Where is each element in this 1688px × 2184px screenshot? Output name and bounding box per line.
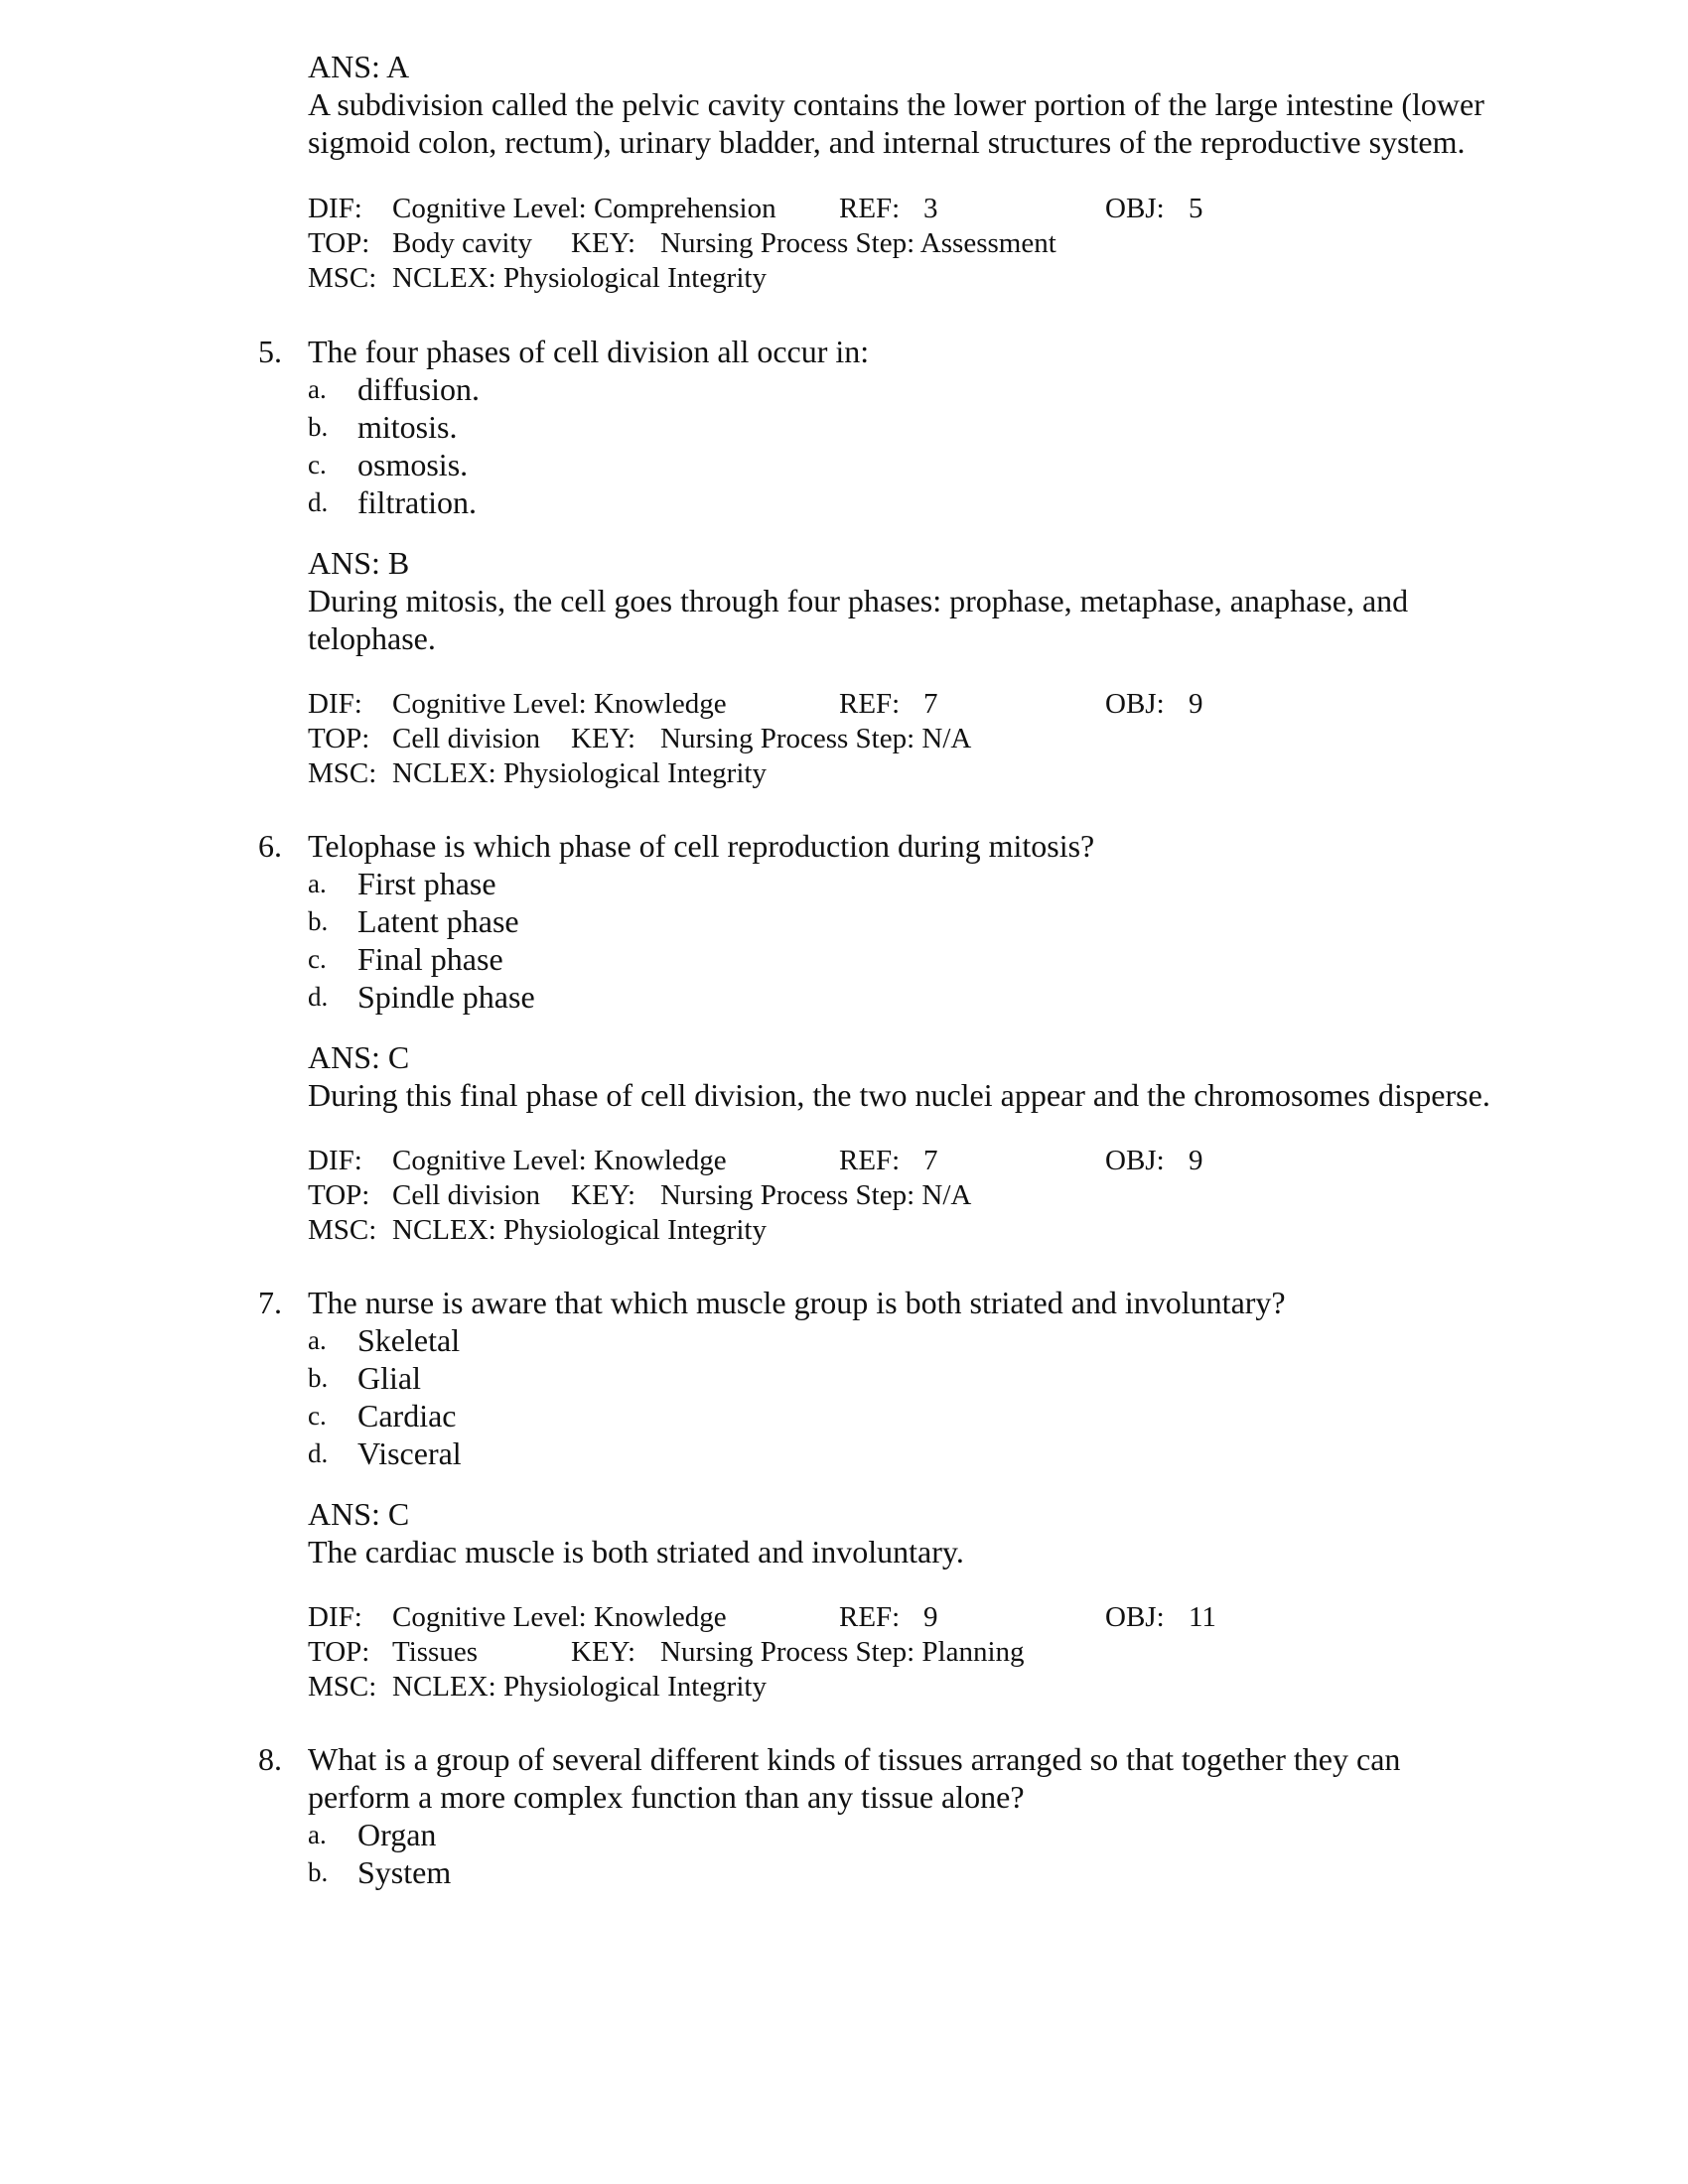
q5-answer-block: [308, 544, 1408, 657]
obj-value: 11: [1189, 1601, 1216, 1633]
ref-value: 7: [923, 688, 938, 720]
dif-value: Cognitive Level: Knowledge: [392, 688, 727, 720]
q6-answer-block: [308, 1038, 1490, 1114]
option-c: c. Cardiac: [308, 1398, 457, 1433]
answer-key: ANS: C: [308, 1496, 410, 1532]
rationale-line-2: telophase.: [308, 620, 436, 656]
msc-value: NCLEX: Physiological Integrity: [392, 757, 767, 789]
option-d: d. filtration.: [308, 484, 477, 520]
dif-value: Cognitive Level: Knowledge: [392, 1601, 727, 1633]
top-value: Cell division: [392, 1179, 541, 1211]
rationale-line-1: During mitosis, the cell goes through four phases: prophase, metaphase, anaphase, and: [308, 583, 1409, 618]
option-b: b. System: [308, 1854, 452, 1890]
rationale-line-1: The cardiac muscle is both striated and involuntary.: [308, 1534, 964, 1570]
key-value: Nursing Process Step: Assessment: [660, 227, 1056, 259]
option-a: a. Skeletal: [308, 1322, 461, 1358]
rationale-line-1: During this final phase of cell division, the two nuclei appear and the chromosomes disperse.: [308, 1077, 1490, 1113]
option-a: a. First phase: [308, 866, 496, 901]
key-label: KEY:: [571, 227, 635, 259]
q4-answer-block: [308, 48, 1484, 161]
msc-label: MSC:: [308, 262, 377, 294]
option-c: c. Final phase: [308, 941, 503, 977]
option-d: d. Spindle phase: [308, 979, 535, 1015]
question-stem-line-2: perform a more complex function than any tissue alone?: [308, 1779, 1025, 1815]
q5-meta: DIF: Cognitive Level: Knowledge REF: 7 OBJ: 9 TOP: Cell division KEY: Nursing Process Step: N/A MSC: NCLEX: Physiological Integrity: [308, 688, 1203, 789]
question-number: 5.: [258, 334, 282, 369]
msc-value: NCLEX: Physiological Integrity: [392, 1214, 767, 1246]
option-a: a. diffusion.: [308, 371, 480, 407]
question-stem-line-1: What is a group of several different kinds of tissues arranged so that together they can: [308, 1741, 1401, 1777]
top-value: Cell division: [392, 723, 541, 754]
key-value: Nursing Process Step: Planning: [660, 1636, 1025, 1668]
top-value: Body cavity: [392, 227, 532, 259]
ref-value: 9: [923, 1601, 938, 1633]
q7-answer-block: [308, 1495, 964, 1570]
option-a: a. Organ: [308, 1817, 437, 1852]
question-stem: The four phases of cell division all occur in:: [308, 334, 870, 369]
option-d: d. Visceral: [308, 1435, 462, 1471]
q4-meta: [308, 192, 1301, 296]
top-value: Tissues: [392, 1636, 478, 1668]
answer-key: ANS: A: [308, 49, 410, 84]
key-value: Nursing Process Step: N/A: [660, 1179, 972, 1211]
ref-value: 3: [923, 193, 938, 224]
answer-key: ANS: B: [308, 545, 410, 581]
question-stem: The nurse is aware that which muscle group is both striated and involuntary?: [308, 1285, 1286, 1320]
ref-value: 7: [923, 1145, 938, 1176]
question-number: 8.: [258, 1741, 282, 1777]
dif-value: Cognitive Level: Knowledge: [392, 1145, 727, 1176]
key-value: Nursing Process Step: N/A: [660, 723, 972, 754]
obj-label: OBJ:: [1105, 193, 1165, 224]
question-7: [258, 1284, 1286, 1472]
question-5: [258, 333, 870, 521]
rationale-line-2: sigmoid colon, rectum), urinary bladder, and internal structures of the reproductive system.: [308, 124, 1466, 160]
option-b: b. Glial: [308, 1360, 421, 1396]
q6-meta: DIF: Cognitive Level: Knowledge REF: 7 OBJ: 9 TOP: Cell division KEY: Nursing Process Step: N/A MSC: NCLEX: Physiological Integrity: [308, 1145, 1203, 1246]
q7-meta: DIF: Cognitive Level: Knowledge REF: 9 OBJ: 11 TOP: Tissues KEY: Nursing Process Step: Planning MSC: NCLEX: Physiological Integrity: [308, 1601, 1216, 1703]
option-c: c. osmosis.: [308, 447, 469, 482]
question-stem: Telophase is which phase of cell reproduction during mitosis?: [308, 828, 1095, 864]
top-label: TOP:: [308, 227, 370, 259]
obj-value: 9: [1189, 1145, 1203, 1176]
msc-value: NCLEX: Physiological Integrity: [392, 1671, 767, 1703]
option-b: b. mitosis.: [308, 409, 458, 445]
obj-value: 5: [1189, 193, 1203, 224]
msc-value: NCLEX: Physiological Integrity: [392, 262, 767, 294]
obj-value: 9: [1189, 688, 1203, 720]
ref-label: REF:: [839, 193, 901, 224]
question-number: 6.: [258, 828, 282, 864]
rationale-line-1: A subdivision called the pelvic cavity contains the lower portion of the large intestine (lower: [308, 86, 1484, 122]
dif-label: DIF:: [308, 193, 362, 224]
question-number: 7.: [258, 1285, 282, 1320]
question-8: [258, 1740, 1401, 1891]
answer-key: ANS: C: [308, 1039, 410, 1075]
dif-value: Cognitive Level: Comprehension: [392, 193, 776, 224]
question-6: [258, 827, 1095, 1016]
option-b: b. Latent phase: [308, 903, 519, 939]
